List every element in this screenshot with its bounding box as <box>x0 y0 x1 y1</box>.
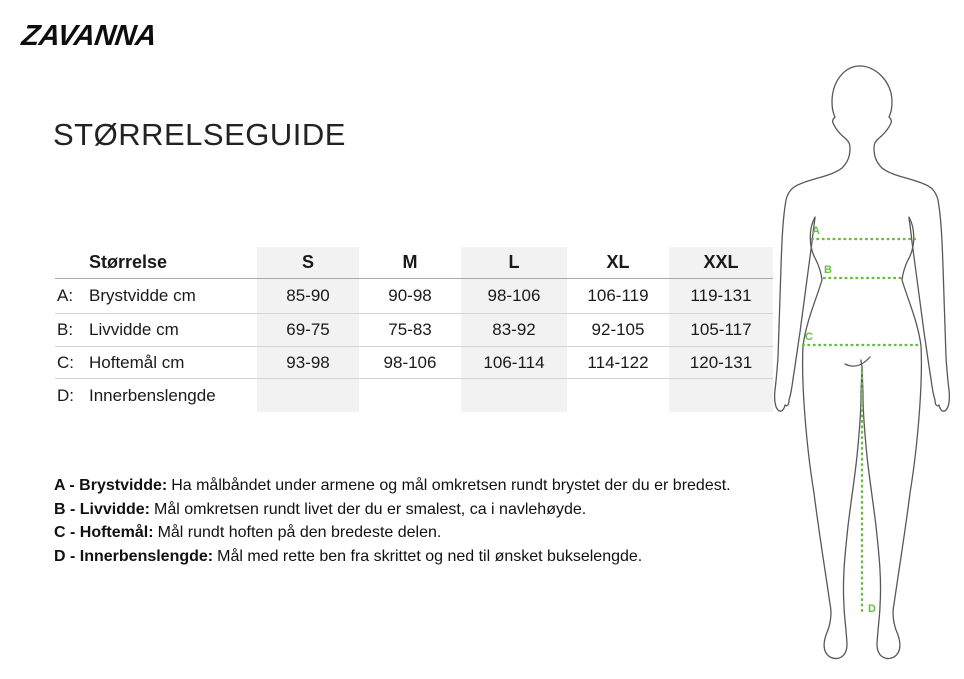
row-label: Hoftemål cm <box>89 352 185 372</box>
value-cell: 92-105 <box>591 320 645 339</box>
instruction-text: Mål med rette ben fra skrittet og ned til ønsket bukselengde. <box>217 547 643 565</box>
table-row-livvidde <box>55 314 773 347</box>
value-cell <box>461 379 567 412</box>
page-title: STØRRELSEGUIDE <box>53 117 346 152</box>
instruction-text: Mål rundt hoften på den bredeste delen. <box>157 524 442 541</box>
header-size-l: L <box>461 247 567 278</box>
brand-logo: ZAVANNA <box>19 20 159 52</box>
row-label: Brystvidde cm <box>89 286 196 305</box>
value-cell: 114-122 <box>587 352 649 372</box>
value-cell: 93-98 <box>257 347 359 378</box>
size-table-header-row <box>55 247 773 279</box>
header-size-xxl: XXL <box>669 247 773 278</box>
row-label: Livvidde cm <box>89 320 179 339</box>
measurement-instructions <box>54 474 760 568</box>
row-letter: D: <box>57 385 74 405</box>
instruction-label: B - Livvidde: <box>54 500 151 518</box>
instruction-livvidde <box>54 498 760 522</box>
value-cell: 120-131 <box>669 347 773 378</box>
value-cell: 106-119 <box>587 286 649 305</box>
value-cell: 90-98 <box>388 286 432 305</box>
header-size-s: S <box>257 247 359 278</box>
label-d: D <box>868 603 876 615</box>
header-letter-cell <box>55 247 89 278</box>
value-cell <box>359 379 461 412</box>
row-letter: A: <box>57 286 74 305</box>
body-outline <box>775 66 950 658</box>
value-cell <box>567 379 669 412</box>
instruction-text: Mål omkretsen rundt livet der du er smalest, ca i navlehøyde. <box>154 500 587 518</box>
body-measurement-figure <box>758 55 962 675</box>
value-cell: 106-114 <box>461 347 567 378</box>
row-letter: B: <box>57 320 74 339</box>
instruction-label: D - Innerbenslengde: <box>54 547 214 565</box>
value-cell <box>257 379 359 412</box>
header-size-xl: XL <box>606 252 630 272</box>
row-letter: C: <box>57 352 74 372</box>
header-label-cell: Størrelse <box>89 252 168 272</box>
table-row-innerbenslengde <box>55 379 773 412</box>
instruction-label: C - Hoftemål: <box>54 524 154 541</box>
value-cell: 75-83 <box>388 320 432 339</box>
size-table <box>55 247 773 412</box>
value-cell: 83-92 <box>461 314 567 346</box>
table-row-brystvidde <box>55 279 773 314</box>
measurement-lines <box>802 239 920 613</box>
label-b: B <box>824 264 832 276</box>
row-label: Innerbenslengde <box>89 385 216 405</box>
value-cell: 85-90 <box>257 279 359 313</box>
value-cell: 105-117 <box>669 314 773 346</box>
instruction-text: Ha målbåndet under armene og mål omkretsen rundt brystet der du er bredest. <box>171 477 731 494</box>
value-cell: 98-106 <box>461 279 567 313</box>
label-c: C <box>805 331 813 343</box>
table-row-hoftemal <box>55 347 773 379</box>
crotch-crease-line <box>845 357 870 366</box>
instruction-label: A - Brystvidde: <box>54 477 168 494</box>
measurement-labels <box>805 225 876 615</box>
value-cell: 69-75 <box>257 314 359 346</box>
instruction-brystvidde <box>54 474 760 498</box>
label-a: A <box>812 225 820 237</box>
instruction-innerbenslengde <box>54 545 760 569</box>
body-figure-svg <box>758 55 962 675</box>
value-cell: 119-131 <box>669 279 773 313</box>
instruction-hoftemal <box>54 521 760 545</box>
header-size-m: M <box>402 252 418 272</box>
value-cell: 98-106 <box>383 352 437 372</box>
